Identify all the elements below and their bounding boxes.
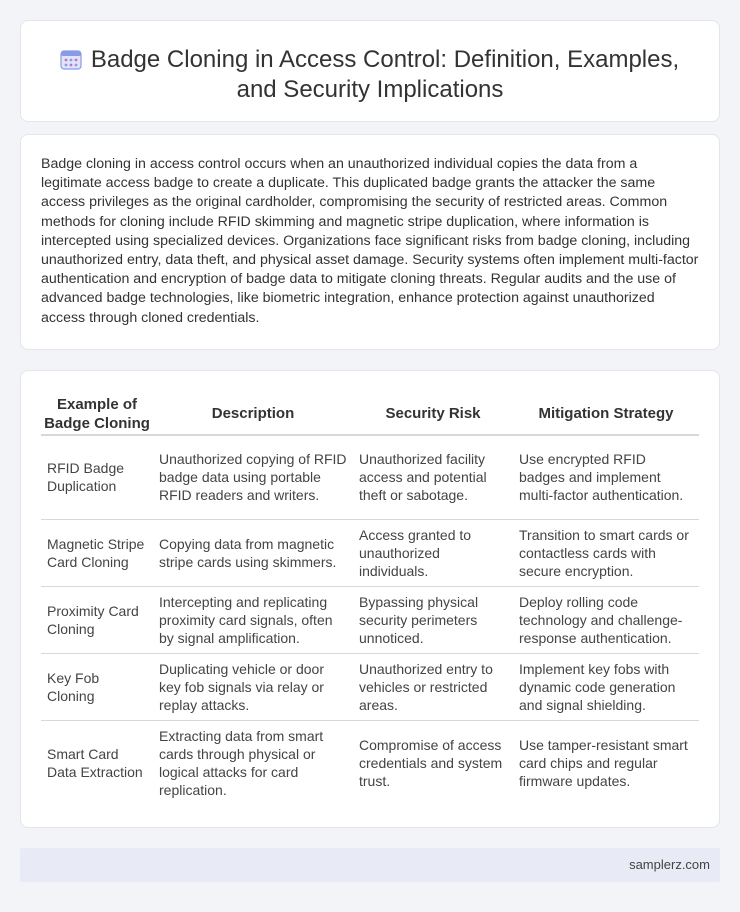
cell-example: Proximity Card Cloning (41, 586, 153, 653)
cell-security-risk: Unauthorized entry to vehicles or restricted areas. (353, 653, 513, 720)
intro-paragraph: Badge cloning in access control occurs when an unauthorized individual copies the data from a legitimate access badge to create a duplicate. This duplicated badge grants the attacker the same access privileges as the original cardholder, compromising the security of restricted areas. Common methods for cloning include RFID skimming and magnetic stripe duplication, where information is intercepted using specialized devices. Organizations face significant risks from badge cloning, including unauthorized entry, data theft, and physical asset damage. Security systems often implement multi-factor authentication and encryption of badge data to mitigate cloning threats. Regular audits and the use of advanced badge technologies, like biometric integration, enhance protection against unauthorized access through cloned credentials. (41, 156, 699, 326)
cell-example: Key Fob Cloning (41, 653, 153, 720)
cell-example: Smart Card Data Extraction (41, 720, 153, 805)
table-row (41, 720, 699, 805)
table-row (41, 586, 699, 653)
footer-source[interactable]: samplerz.com (629, 857, 710, 872)
page-title (21, 45, 719, 105)
cell-description: Unauthorized copying of RFID badge data using portable RFID readers and writers. (153, 435, 353, 519)
table-row (41, 653, 699, 720)
cell-mitigation: Use encrypted RFID badges and implement multi-factor authentication. (513, 435, 699, 519)
table-header-row (41, 393, 699, 435)
page-title-line1: Badge Cloning in Access Control: Definition, Examples, (90, 46, 680, 73)
intro-card (20, 134, 720, 350)
cell-description: Duplicating vehicle or door key fob signals via relay or replay attacks. (153, 653, 353, 720)
header-mitigation: Mitigation Strategy (538, 405, 674, 422)
cell-description: Extracting data from smart cards through physical or logical attacks for card replication. (153, 720, 353, 805)
title-card (20, 20, 720, 122)
cell-security-risk: Bypassing physical security perimeters unnoticed. (353, 586, 513, 653)
cell-example: RFID Badge Duplication (41, 435, 153, 519)
header-example: Example of Badge Cloning (44, 395, 150, 432)
table-row (41, 519, 699, 586)
examples-table (41, 393, 699, 805)
cell-security-risk: Compromise of access credentials and system trust. (353, 720, 513, 805)
page-title-line2: and Security Implications (236, 76, 504, 103)
cell-description: Copying data from magnetic stripe cards using skimmers. (153, 519, 353, 586)
header-description: Description (211, 405, 295, 422)
cell-mitigation: Deploy rolling code technology and challenge-response authentication. (513, 586, 699, 653)
cell-description: Intercepting and replicating proximity card signals, often by signal amplification. (153, 586, 353, 653)
cell-mitigation: Implement key fobs with dynamic code generation and signal shielding. (513, 653, 699, 720)
footer-bar (20, 848, 720, 882)
header-security-risk: Security Risk (385, 405, 481, 422)
table-row (41, 435, 699, 519)
cell-security-risk: Unauthorized facility access and potential theft or sabotage. (353, 435, 513, 519)
cell-mitigation: Transition to smart cards or contactless cards with secure encryption. (513, 519, 699, 586)
cell-security-risk: Access granted to unauthorized individuals. (353, 519, 513, 586)
table-card (20, 370, 720, 828)
cell-example: Magnetic Stripe Card Cloning (41, 519, 153, 586)
cell-mitigation: Use tamper-resistant smart card chips and regular firmware updates. (513, 720, 699, 805)
